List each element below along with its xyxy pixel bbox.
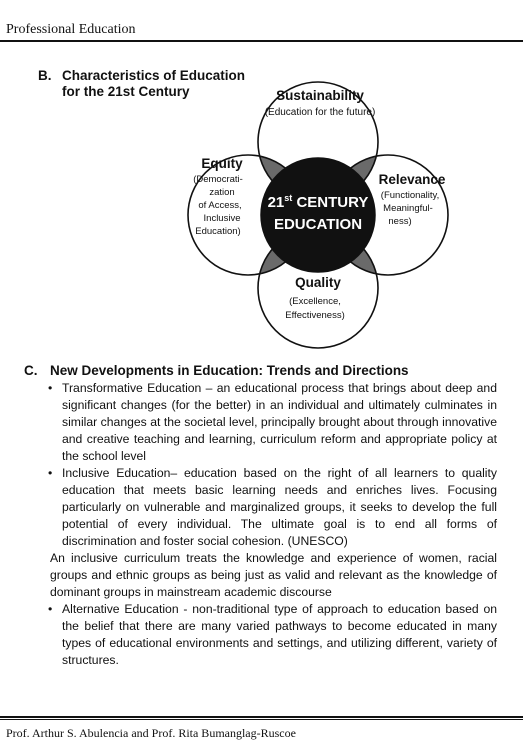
- header-rule: [0, 40, 523, 42]
- quality-sub2: Effectiveness): [285, 310, 345, 321]
- running-head: Professional Education: [6, 22, 136, 37]
- trends-list: [48, 380, 497, 669]
- list-item-alternative: [48, 601, 497, 669]
- center-circle: [261, 158, 375, 272]
- relevance-sub2: Meaningful-: [383, 203, 433, 214]
- equity-sub2: zation: [209, 187, 235, 198]
- relevance-title: Relevance: [378, 172, 446, 187]
- center-label-line2: EDUCATION: [273, 216, 363, 233]
- sustainability-title: Sustainability: [276, 88, 364, 103]
- list-item-transformative: [48, 380, 497, 465]
- footer-authors: Prof. Arthur S. Abulencia and Prof. Rita Bumanglag-Ruscoe: [6, 726, 296, 740]
- list-item-inclusive: [48, 465, 497, 601]
- footer-rule: [0, 716, 523, 718]
- equity-sub1: (Democrati-: [193, 174, 243, 185]
- section-b-title-line1: Characteristics of Education: [62, 68, 246, 83]
- section-c-title: New Developments in Education: Trends and Directions: [50, 363, 409, 378]
- bullet-icon: •: [48, 602, 53, 616]
- bullet-icon: •: [48, 381, 53, 395]
- list-item-text: Inclusive Education– education based on the right of all learners to quality education that meets basic learning needs and enriches lives. Focusing particularly on vulnerable and marginalized groups, it seeks to develop the full potential of every individual. The ultimate goal is to end all forms of discrimination and foster social cohesion. (UNESCO): [62, 466, 497, 548]
- section-b-title-line2: for the 21st Century: [62, 84, 190, 99]
- quality-title: Quality: [295, 275, 341, 290]
- section-b-letter: B.: [38, 68, 52, 83]
- section-c-heading: [24, 363, 409, 378]
- sustainability-subtitle: (Education for the future): [264, 107, 376, 118]
- equity-sub4: Inclusive: [203, 213, 241, 224]
- venn-diagram: [170, 80, 470, 350]
- section-c-letter: C.: [24, 363, 38, 378]
- equity-sub5: Education): [195, 226, 241, 237]
- quality-sub1: (Excellence,: [289, 296, 341, 307]
- equity-sub3: of Access,: [198, 200, 242, 211]
- relevance-sub3: ness): [388, 216, 412, 227]
- footer-rule-thin: [0, 719, 523, 720]
- center-label-line1: 21st CENTURY: [267, 193, 369, 211]
- equity-title: Equity: [201, 156, 243, 171]
- bullet-icon: •: [48, 466, 53, 480]
- list-item-text: Transformative Education – an educational process that brings about deep and significant changes (for the better) in an individual and ultimately culminates in similar changes at the societal level, principally brought about through innovative and creative teaching and learning, curriculum reform and appropriate policy at the school level: [62, 381, 497, 463]
- relevance-sub1: (Functionality,: [380, 190, 440, 201]
- list-item-text: Alternative Education - non-traditional type of approach to education based on the belief that there are many varied pathways to become educated in many types of educational environments and settings, and utilizing different, variety of structures.: [62, 602, 497, 667]
- list-item-extra-text: An inclusive curriculum treats the knowledge and experience of women, racial groups and ethnic groups as being just as valid and relevant as the knowledge of dominant groups in mainstream academic discourse: [50, 551, 497, 599]
